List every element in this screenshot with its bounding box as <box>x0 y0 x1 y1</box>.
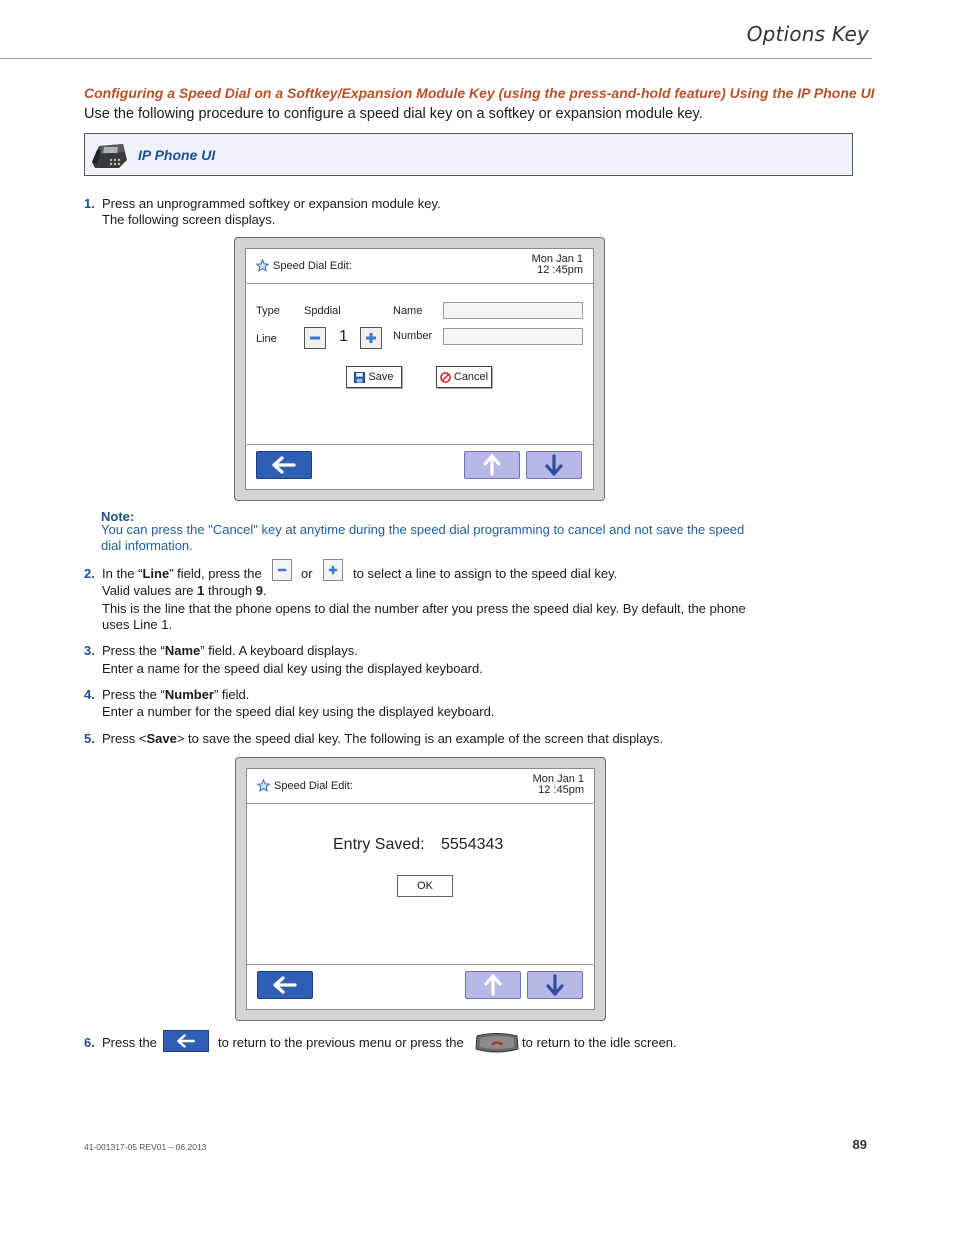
type-label: Type <box>256 305 280 317</box>
line-value: 1 <box>339 328 348 345</box>
arrow-left-icon <box>271 456 297 474</box>
number-label: Number <box>393 330 433 342</box>
step-number: 3. <box>84 643 95 658</box>
step-text: to return to the idle screen. <box>522 1035 677 1050</box>
step-number: 2. <box>84 566 95 581</box>
ok-button[interactable] <box>397 875 453 897</box>
banner-label: IP Phone UI <box>138 147 216 163</box>
step-text: In the “Line” field, press the <box>102 566 262 581</box>
step-text: to select a line to assign to the speed dial key. <box>353 566 618 581</box>
step-number: 6. <box>84 1035 95 1050</box>
screen-nav-bar <box>246 444 593 489</box>
step-text: Valid values are 1 through 9. <box>102 583 267 598</box>
intro-text: Use the following procedure to configure a speed dial key on a softkey or expansion module key. <box>84 106 703 122</box>
arrow-down-icon <box>546 974 564 996</box>
step-or-text: or <box>301 566 313 581</box>
line-label: Line <box>256 333 277 345</box>
step-text: The following screen displays. <box>102 212 276 227</box>
desk-phone-icon <box>89 140 129 175</box>
arrow-down-icon <box>545 454 563 476</box>
entry-saved-screen <box>235 757 606 1021</box>
scroll-down-button[interactable] <box>526 451 582 479</box>
document-id: 41-001317-05 REV01 – 06.2013 <box>84 1142 207 1152</box>
date-time <box>533 774 584 796</box>
screen-nav-bar <box>247 964 594 1009</box>
time-text: 12 :45pm <box>538 784 584 796</box>
step-number: 5. <box>84 731 95 746</box>
step-text: Press <Save> to save the speed dial key. The following is an example of the screen that displays. <box>102 731 664 746</box>
arrow-up-icon <box>484 974 502 996</box>
note-text: You can press the "Cancel" key at anytime during the speed dial programming to cancel and not save the speed dial information. <box>101 522 745 553</box>
ip-phone-ui-banner <box>84 133 853 176</box>
name-label: Name <box>393 305 423 317</box>
screen-title: Speed Dial Edit: <box>274 780 353 792</box>
minus-icon <box>309 332 321 344</box>
procedure-heading: Configuring a Speed Dial on a Softkey/Expansion Module Key (using the press-and-hold feature) Using the IP Phone UI <box>84 85 875 101</box>
step-6 <box>84 1034 784 1058</box>
step-number: 4. <box>84 687 95 702</box>
step-text: Enter a name for the speed dial key using the displayed keyboard. <box>102 661 483 676</box>
date-time <box>532 254 583 276</box>
step-text: Enter a number for the speed dial key using the displayed keyboard. <box>102 704 495 719</box>
floppy-disk-icon <box>354 372 365 383</box>
plus-button-icon <box>323 559 343 581</box>
save-button[interactable] <box>346 366 402 388</box>
section-title: Options Key <box>746 22 869 46</box>
cancel-button[interactable] <box>436 366 492 388</box>
line-increment-button[interactable] <box>360 327 382 349</box>
note-title: Note: <box>101 509 135 524</box>
step-text: uses Line 1. <box>102 617 173 632</box>
screen-title-bar <box>246 249 593 284</box>
line-decrement-button[interactable] <box>304 327 326 349</box>
page-number: 89 <box>852 1137 867 1152</box>
cancel-icon <box>440 372 451 383</box>
back-key-icon <box>163 1030 209 1052</box>
scroll-down-button[interactable] <box>527 971 583 999</box>
arrow-up-icon <box>483 454 501 476</box>
step-text: Press an unprogrammed softkey or expansion module key. <box>102 196 441 211</box>
time-text: 12 :45pm <box>537 264 583 276</box>
back-button[interactable] <box>257 971 313 999</box>
step-text: Press the “Name” field. A keyboard displays. <box>102 643 358 658</box>
step-text: Press the <box>102 1035 157 1050</box>
header-rule <box>0 58 872 59</box>
scroll-up-button[interactable] <box>465 971 521 999</box>
plus-icon <box>365 332 377 344</box>
type-value: Spddial <box>304 305 341 317</box>
scroll-up-button[interactable] <box>464 451 520 479</box>
screen-title: Speed Dial Edit: <box>273 260 352 272</box>
minus-button-icon <box>272 559 292 581</box>
date-text: Mon Jan 1 <box>532 773 584 785</box>
step-number: 1. <box>84 196 95 211</box>
step-text: This is the line that the phone opens to dial the number after you press the speed dial key. By default, the phone <box>102 601 746 616</box>
hang-up-key-icon <box>474 1032 520 1058</box>
step-2 <box>84 565 784 635</box>
number-field[interactable] <box>443 328 583 345</box>
arrow-left-icon <box>272 976 298 994</box>
speed-dial-edit-screen <box>234 237 605 501</box>
entry-saved-label: Entry Saved: <box>333 836 425 853</box>
screen-title-bar <box>247 769 594 804</box>
cancel-button-label: Cancel <box>453 371 489 383</box>
date-text: Mon Jan 1 <box>531 253 583 265</box>
step-text: to return to the previous menu or press the <box>218 1035 464 1050</box>
entry-saved-number: 5554343 <box>441 836 504 853</box>
star-icon <box>257 779 270 797</box>
step-text: Press the “Number” field. <box>102 687 250 702</box>
star-icon <box>256 259 269 277</box>
ok-button-label: OK <box>417 880 433 892</box>
name-field[interactable] <box>443 302 583 319</box>
back-button[interactable] <box>256 451 312 479</box>
save-button-label: Save <box>368 371 394 383</box>
